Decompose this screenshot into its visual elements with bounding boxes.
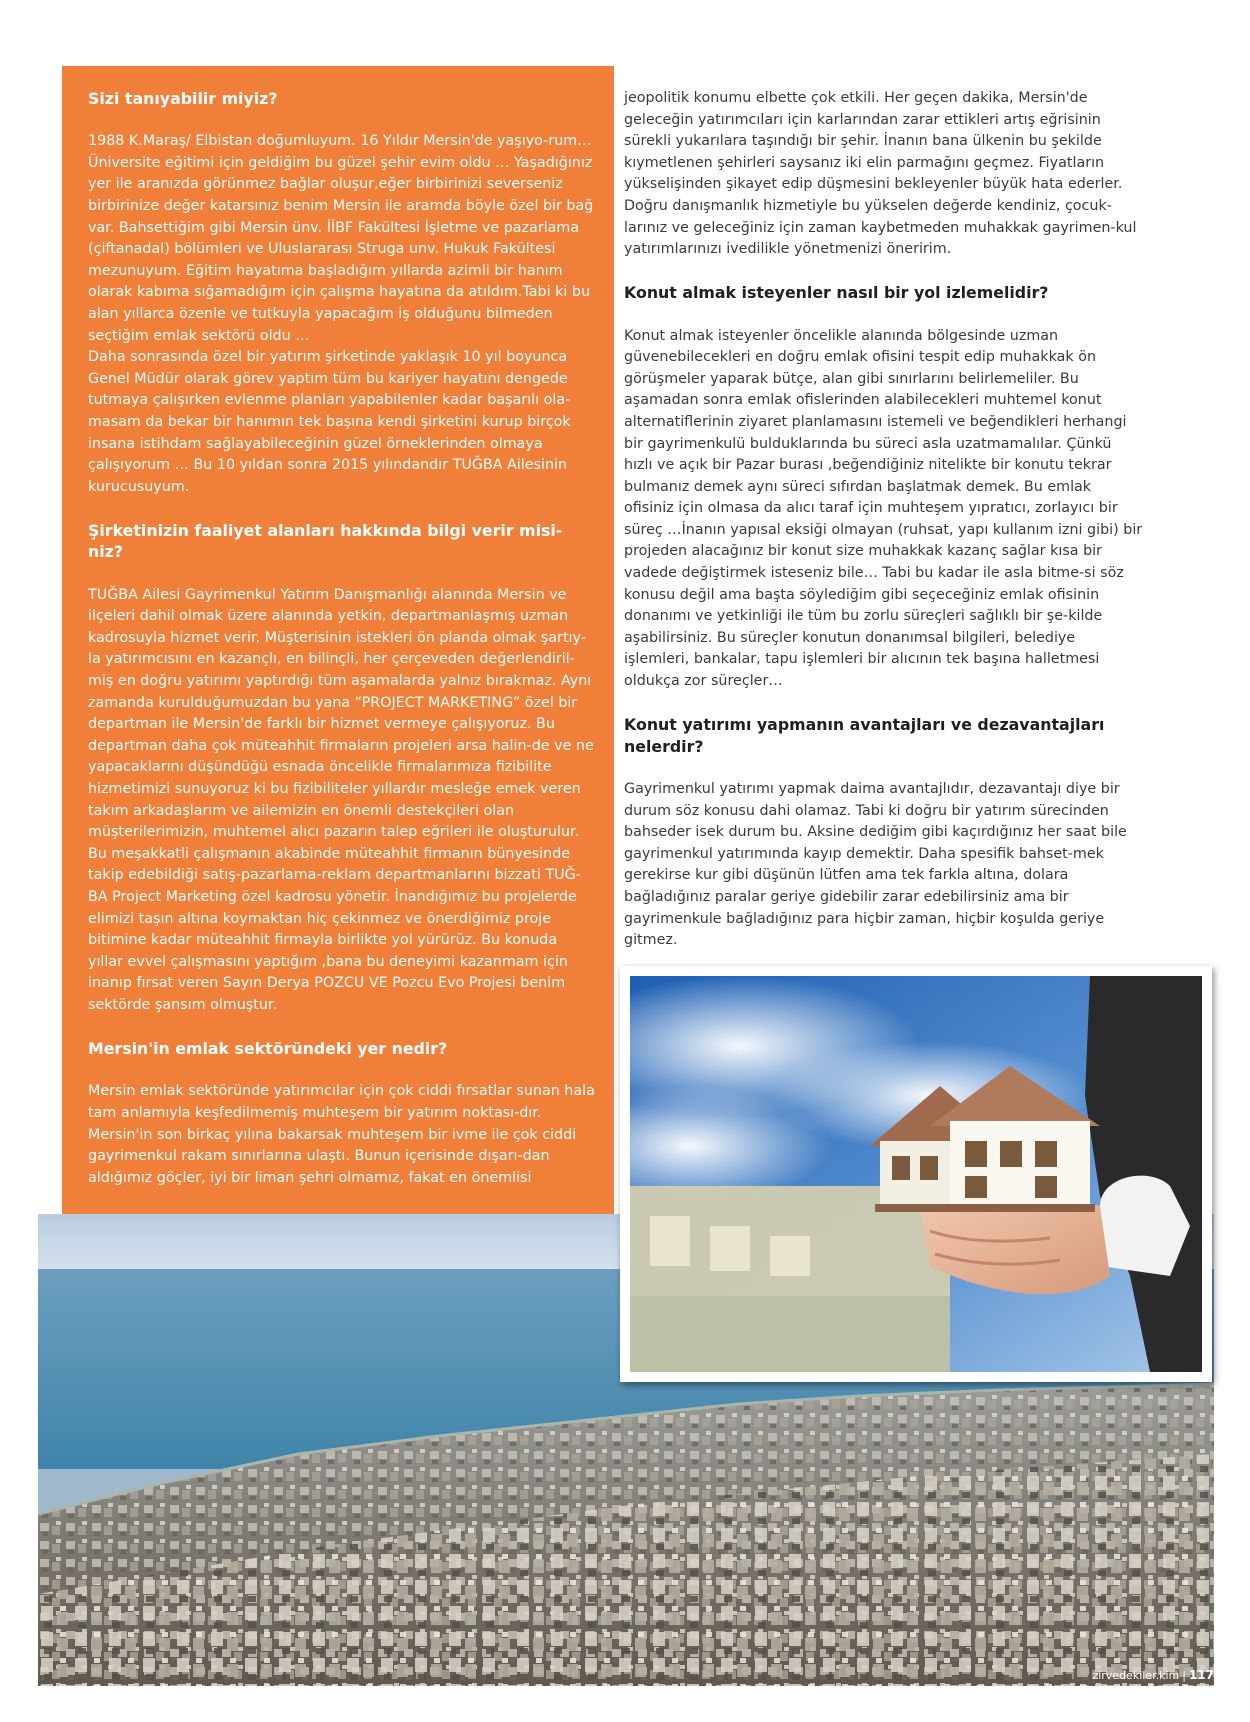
house-photo-frame xyxy=(620,966,1212,1382)
footer-separator: | xyxy=(1182,1669,1186,1682)
right-text-column xyxy=(624,88,1144,952)
question-title: Mersin'in emlak sektöründeki yer nedir? xyxy=(88,1039,448,1059)
answer-paragraph: 1988 K.Maraş/ Elbistan doğumluyum. 16 Yıldır Mersin'de yaşıyo-rum…Üniversite eğitimi için geldiğim bu güzel şehir evim oldu … Yaşadığınız yer ile aranızda görünmez bağlar oluşur,eğer birbirinizi severseniz birbirinize değer katarsınız benim Mersin ile aramda böyle özel bir bağ var. Bahsettiğim gibi Mersin ünv. İİBF Fakültesi İşletme ve pazarlama (çiftanadal) bölümleri ve Uluslararası Struga unv. Hukuk Fakültesi mezunuyum. Eğitim hayatıma başladığım yıllarda azimli bir hanım olarak kabıma sığamadığım için çalışma hayatına da atıldım.Tabi ki bu alan yıllarca özenle ve tutkuyla yapacağım iş olduğunu bilmeden seçtiğim emlak sektörü oldu … xyxy=(88,133,594,344)
question-title: Konut almak isteyenler nasıl bir yol izlemelidir? xyxy=(624,283,1049,303)
answer-paragraph: Daha sonrasında özel bir yatırım şirketinde yaklaşık 10 yıl boyunca Genel Müdür olarak görev yaptım tüm bu kariyer hayatını dengede tutmaya çalışırken evlenme planları yapabilenler kadar başarılı ola-masam da bekar bir hanımın tek başına kendi şirketini kurup birçok insana istihdam sağlayabileceğinin güzel örneklerinden olmaya çalışıyorum … Bu 10 yıldan sonra 2015 yılındandır TUĞBA Ailesinin kurucusuyum. xyxy=(88,349,571,495)
house-in-hand-photo xyxy=(630,976,1202,1372)
answer-paragraph: Gayrimenkul yatırımı yapmak daima avantajlıdır, dezavantajı diye bir durum söz konusu dahi olamaz. Tabi ki doğru bir yatırım sürecinden bahseder isek durum bu. Aksine dediğim gibi kaçırdığınız her saat bile gayrimenkul yatırımında kayıp demektir. Daha spesifik bahset-mek gerekirse kur gibi düşünün lütfen ama tek farkla altına, dolara bağladığınız paralar geriye gidebilir zarar edebilirsiniz ama bir gayrimenkule bağladığınız para hiçbir zaman, hiçbir koşulda geriye gitmez. xyxy=(624,781,1127,949)
page-footer xyxy=(1092,1668,1214,1683)
answer-paragraph: Mersin emlak sektöründe yatırımcılar için çok ciddi fırsatlar sunan hala tam anlamıyla keşfedilmemiş muhteşem bir yatırım noktası-dır. Mersin'in son birkaç yılına bakarsak muhteşem bir ivme ile çok ciddi gayrimenkul rakam sınırlarına ulaştı. Bunun içerisinde dışarı-dan aldığımız göçler, iyi bir liman şehri olmamız, fakat en önemlisi xyxy=(88,1083,595,1186)
answer-paragraph: TUĞBA Ailesi Gayrimenkul Yatırım Danışmanlığı alanında Mersin ve ilçeleri dahil olmak üzere alanında yetkin, departmanlaşmış uzman kadrosuyla hizmet verir. Müşterisinin istekleri ön planda olmak şartıy-la yatırımcısını en kazançlı, en bilinçli, her çerçeveden değerlendiril-miş en doğru yatırımı yaptırdığı tüm aşamalarda yalnız bırakmaz. Aynı zamanda kurulduğumuzdan bu yana “PROJECT MARKETING” özel bir departman ile Mersin'de farklı bir hizmet vermeye çalışıyoruz. Bu departman daha çok müteahhit firmaların projeleri arsa halin-de ve ne yapacaklarını düşündüğü esnada öncelikle firmalarımıza fizibilite hizmetimizi sunuyoruz ki bu fizibiliteler yıllardır mesleğe emek veren takım arkadaşlarım ve ailemizin en önemli destekçileri olan müşterilerimizin, muhtemel alıcı pazarın talep eğrileri ile oluşturulur. Bu meşakkatli çalışmanın akabinde müteahhit firmanın bünyesinde takip edebildiği satış-pazarlama-reklam departmanlarını bizzati TUĞ-BA Project Marketing özel kadrosu yönetir. İnandığımız bu projelerde elimizi taşın altına koymaktan hiç çekinmez ve önerdiğimiz proje bitimine kadar müteahhit firmayla birlikte yol yürürüz. Bu konuda yıllar evvel çalışmasını yaptığım ,bana bu deneyimi kazanmam için inanıp fırsat veren Sayın Derya POZCU VE Pozcu Evo Projesi benim sektörde şansım olmuştur. xyxy=(88,586,594,1013)
page-number: 117 xyxy=(1188,1668,1214,1682)
orange-text-panel xyxy=(62,66,614,1214)
question-title: Konut yatırımı yapmanın avantajları ve dezavantajları nelerdir? xyxy=(624,715,1105,756)
site-name: zirvedekiler.kim xyxy=(1092,1669,1180,1682)
question-title: Şirketinizin faaliyet alanları hakkında bilgi verir misi-niz? xyxy=(88,520,563,562)
answer-paragraph: jeopolitik konumu elbette çok etkili. Her geçen dakika, Mersin'de geleceğin yatırımcıları için karlarından zarar ettikleri artış eğrisinin sürekli yukarılara taşındığı bir şehir. İnanın bana ülkenin bu şekilde kıymetlenen şehirleri saysanız iki elin parmağını geçmez. Fiyatların yükselişinden şikayet edip düşmesini bekleyenler büyük hata ederler. Doğru danışmanlık hizmetiyle bu yükselen değerde kendiniz, çocuk-larınız ve geleceğiniz için zaman kaybetmeden muhakkak gayrimen-kul yatırımlarınızı ivedilikle yönetmenizi öneririm. xyxy=(624,90,1137,258)
answer-paragraph: Konut almak isteyenler öncelikle alanında bölgesinde uzman güvenebilecekleri en doğru emlak ofisini tespit edip muhakkak ön görüşmeler yaparak bütçe, alan gibi sınırlarını belirlemeliler. Bu aşamadan sonra emlak ofislerinden alabilecekleri muhtemel konut alternatiflerinin ziyaret planlamasını istemeli ve beğendikleri herhangi bir gayrimenkulü bulduklarında bu süreci asla uzatmamalılar. Çünkü hızlı ve açık bir Pazar burası ,beğendiğiniz nitelikte bir konutu tekrar bulmanız demek aynı süreci sıfırdan başlatmak demek. Bu emlak ofisiniz için olmasa da alıcı taraf için muhteşem yıpratıcı, zorlayıcı bir süreç …İnanın yapısal eksiği olmayan (ruhsat, yapı kullanım izni gibi) bir projeden alacağınız bir konut size muhakkak kazanç sağlar kısa bir vadede değiştirmek isteseniz bile… Tabi bu kadar ile asla bitme-si söz konusu değil ama başta söylediğim gibi seçeceğiniz emlak ofisinin donanımı ve yetkinliği ile tüm bu zorlu süreçleri sağlıklı bir şe-kilde aşabilirsiniz. Bu süreçler konutun donanımsal bilgileri, belediye işlemleri, bankalar, tapu işlemleri bir alıcının tek başına halletmesi oldukça zor süreçler… xyxy=(624,327,1143,690)
question-title: Sizi tanıyabilir miyiz? xyxy=(88,89,278,108)
house-in-hand-illustration xyxy=(630,976,1202,1372)
